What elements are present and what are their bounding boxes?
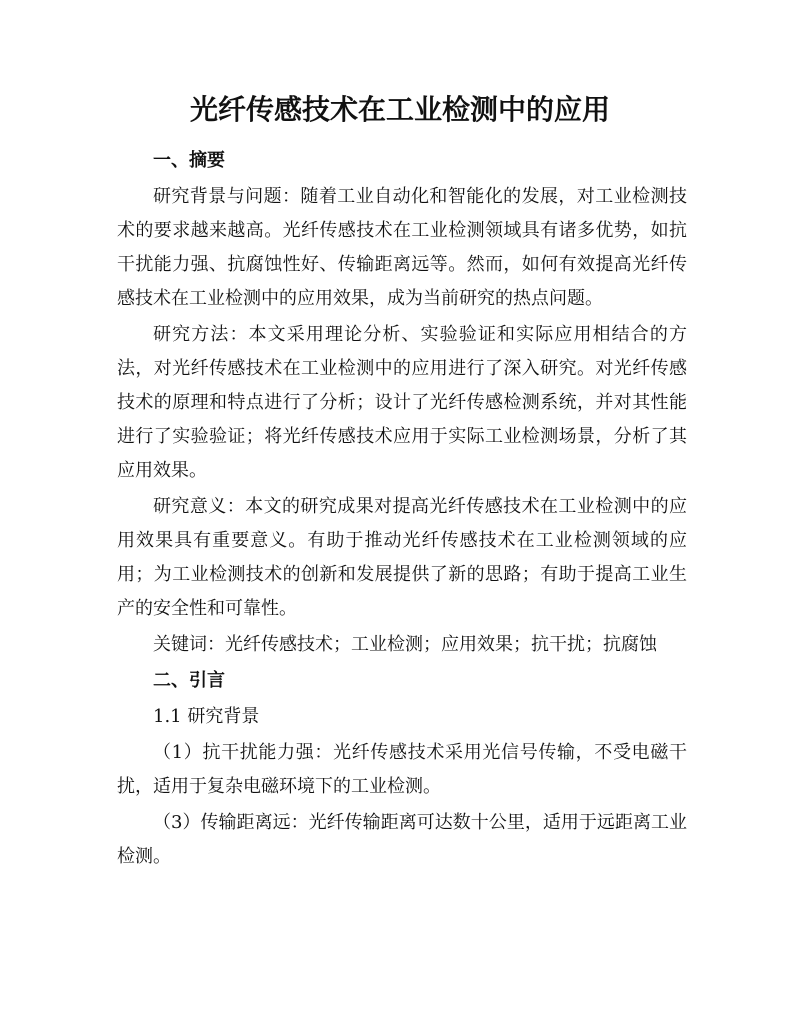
document-title: 光纤传感技术在工业检测中的应用 — [189, 93, 610, 126]
keywords-line: 关键词：光纤传感技术；工业检测；应用效果；抗干扰；抗腐蚀 — [153, 634, 657, 655]
abstract-method-paragraph: 研究方法：本文采用理论分析、实验验证和实际应用相结合的方法，对光纤传感技术在工业检测中的应用进行了深入研究。对光纤传感技术的原理和特点进行了分析；设计了光纤传感检测系统，并对其性能进行了实验验证；将光纤传感技术应用于实际工业检测场景，分析了其应用效果。 — [117, 324, 687, 481]
introduction-heading: 二、引言 — [153, 670, 225, 691]
document-body — [117, 144, 687, 876]
subsection-heading: 1.1 研究背景 — [153, 706, 260, 727]
abstract-background-paragraph: 研究背景与问题：随着工业自动化和智能化的发展，对工业检测技术的要求越来越高。光纤传感技术在工业检测领域具有诸多优势，如抗干扰能力强、抗腐蚀性好、传输距离远等。然而，如何有效提高光纤传感技术在工业检测中的应用效果，成为当前研究的热点问题。 — [117, 186, 687, 309]
list-item-long-distance: （3）传输距离远：光纤传输距离可达数十公里，适用于远距离工业检测。 — [117, 812, 687, 867]
list-item-anti-interference: （1）抗干扰能力强：光纤传感技术采用光信号传输，不受电磁干扰，适用于复杂电磁环境下的工业检测。 — [117, 742, 687, 797]
abstract-heading: 一、摘要 — [153, 150, 225, 171]
abstract-significance-paragraph: 研究意义：本文的研究成果对提高光纤传感技术在工业检测中的应用效果具有重要意义。有助于推动光纤传感技术在工业检测领域的应用；为工业检测技术的创新和发展提供了新的思路；有助于提高工业生产的安全性和可靠性。 — [117, 496, 687, 619]
